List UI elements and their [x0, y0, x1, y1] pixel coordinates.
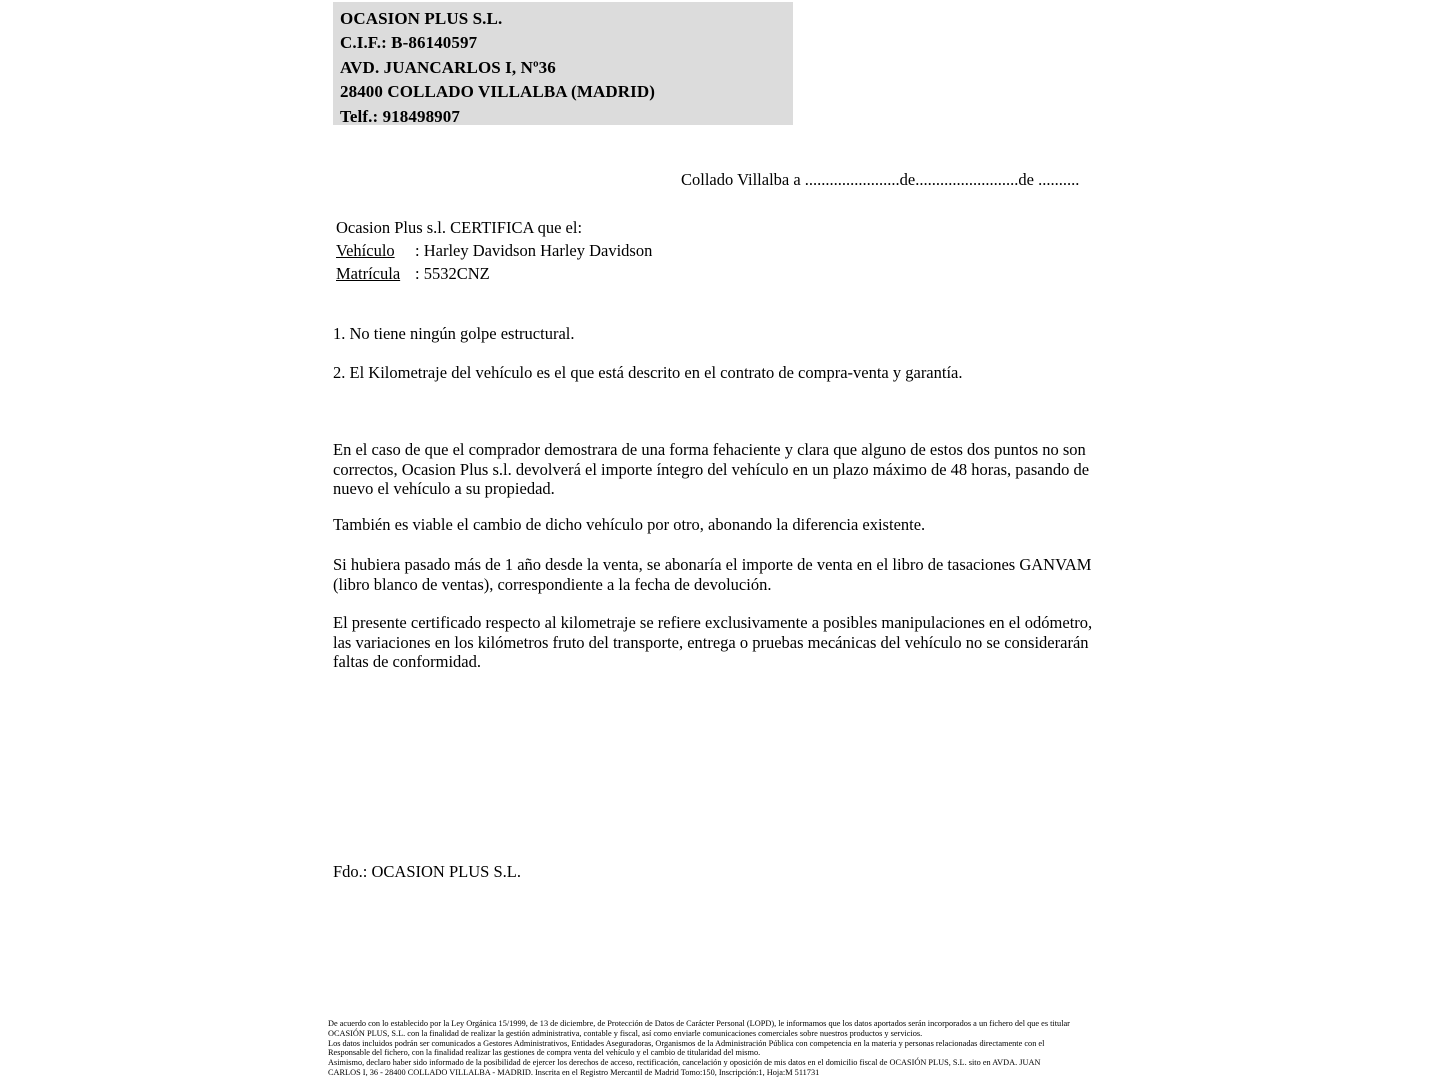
legal-line: Asimismo, declaro haber sido informado de la posibilidad de ejercer los derechos de acceso, rectificación, cancelación y oposición de mis datos en el domicilio fiscal de OCASIÓN PLUS, S.L. sito en AVDA. JUAN	[328, 1058, 1041, 1067]
plate-label: Matrícula	[336, 264, 401, 284]
legal-line: Los datos incluidos podrán ser comunicados a Gestores Administrativos, Entidades Aseguradoras, Organismos de la Administración Pública con competencia en la materia y personas relacionadas directamente con el	[328, 1038, 1045, 1048]
company-address: AVD. JUANCARLOS I, Nº36	[340, 57, 556, 77]
condition-item-2: 2. El Kilometraje del vehículo es el que está descrito en el contrato de compra-venta y garantía.	[333, 363, 963, 382]
company-cif: C.I.F.: B-86140597	[340, 33, 478, 53]
legal-line: CARLOS I, 36 - 28400 COLLADO VILLALBA - MADRID. Inscrita en el Registro Mercantil de Madrid Tomo:150, Inscripción:1, Hoja:M 511731	[328, 1067, 820, 1077]
vehicle-label: Vehículo	[336, 241, 395, 261]
legal-line: OCASIÓN PLUS, S.L. con la finalidad de realizar la gestión administrativa, contable y fiscal, así como enviarle comunicaciones comerciales sobre nuestros productos y servicios.	[328, 1028, 923, 1038]
paragraph-refund-terms: En el caso de que el comprador demostrara de una forma fehaciente y clara que alguno de estos dos puntos no son correctos, Ocasion Plus s.l. devolverá el importe íntegro del vehículo en un plazo máximo de 48 horas, pasando de nuevo el vehículo a su propiedad.	[333, 440, 1090, 499]
paragraph-exchange: También es viable el cambio de dicho vehículo por otro, abonando la diferencia existente.	[333, 515, 926, 534]
company-name: OCASION PLUS S.L.	[340, 9, 503, 28]
legal-footer	[328, 1019, 1070, 1078]
legal-line: De acuerdo con lo establecido por la Ley Orgánica 15/1999, de 13 de diciembre, de Protección de Datos de Carácter Personal (LOPD), le informamos que los datos aportados serán incorporados a un fichero del que es titular	[328, 1019, 1070, 1028]
certification-block	[336, 216, 652, 286]
certify-intro: Ocasion Plus s.l. CERTIFICA que el:	[336, 218, 583, 237]
vehicle-label-cell	[336, 239, 415, 262]
date-line: Collado Villalba a .......................de.........................de ..........	[681, 170, 1080, 189]
vehicle-row	[336, 239, 652, 262]
paragraph-ganvam: Si hubiera pasado más de 1 año desde la venta, se abonaría el importe de venta en el libro de tasaciones GANVAM (libro blanco de ventas), correspondiente a la fecha de devolución.	[333, 555, 1092, 594]
company-header	[333, 2, 793, 125]
plate-label-cell	[336, 262, 415, 285]
legal-line: Responsable del fichero, con la finalidad realizar las gestiones de compra venta del vehículo y el cambio de titularidad del mismo.	[328, 1048, 761, 1058]
condition-item-1: 1. No tiene ningún golpe estructural.	[333, 324, 575, 343]
signature-line: Fdo.: OCASION PLUS S.L.	[333, 862, 521, 881]
company-city: 28400 COLLADO VILLALBA (MADRID)	[340, 82, 655, 102]
paragraph-odometer: El presente certificado respecto al kilometraje se refiere exclusivamente a posibles manipulaciones en el odómetro, las variaciones en los kilómetros fruto del transporte, entrega o pruebas mecánicas del vehículo no se considerarán faltas de conformidad.	[333, 613, 1093, 672]
vehicle-value: : Harley Davidson Harley Davidson	[415, 241, 653, 261]
plate-value: : 5532CNZ	[415, 264, 490, 284]
company-phone: Telf.: 918498907	[340, 106, 460, 126]
plate-row	[336, 262, 652, 285]
